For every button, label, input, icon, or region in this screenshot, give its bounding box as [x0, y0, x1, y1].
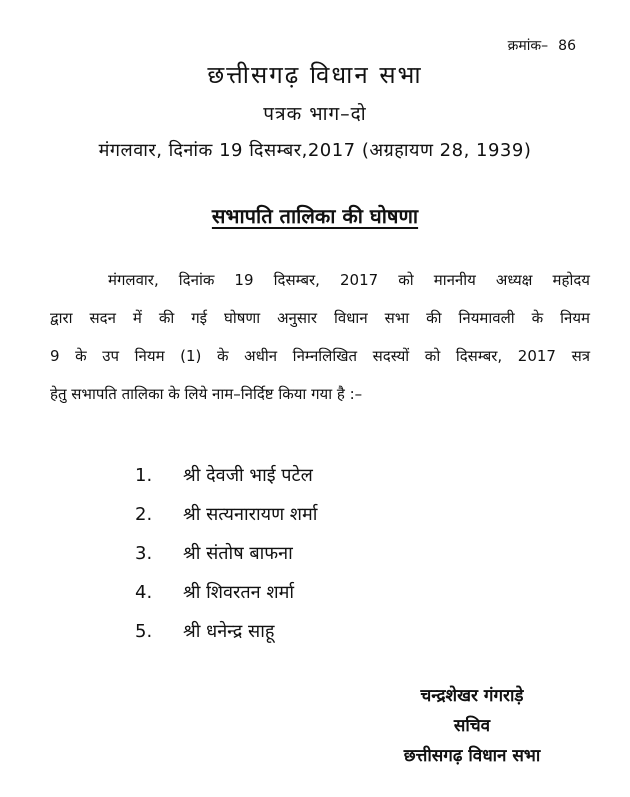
member-item [135, 618, 317, 657]
member-list [135, 462, 317, 657]
member-index: 1. [135, 465, 153, 486]
member-item [135, 579, 317, 618]
document-subtitle: पत्रक भाग–दो [263, 103, 367, 125]
serial-label: क्रमांक– [507, 38, 549, 54]
announcement-heading [0, 202, 630, 229]
member-index: 3. [135, 543, 153, 564]
serial-number [508, 36, 576, 55]
member-name: श्री संतोष बाफना [183, 543, 293, 564]
announcement-body [50, 268, 590, 420]
member-name: श्री धनेन्द्र साहू [183, 621, 275, 642]
signature-block [362, 682, 582, 772]
body-line: हेतु सभापति तालिका के लिये नाम–निर्दिष्ट किया गया है :– [50, 385, 363, 403]
body-line: द्वारा सदन में की गई घोषणा अनुसार विधान सभा की नियमावली के नियम [50, 309, 590, 327]
member-index: 5. [135, 621, 153, 642]
member-index: 2. [135, 504, 153, 525]
document-date: मंगलवार, दिनांक 19 दिसम्बर,2017 (अग्रहायण 28, 1939) [98, 140, 532, 161]
announcement-heading-text: सभापति तालिका की घोषणा [211, 204, 419, 228]
signatory-designation: सचिव [453, 716, 491, 736]
member-index: 4. [135, 582, 153, 603]
member-name: श्री सत्यनारायण शर्मा [183, 504, 318, 525]
body-line: 9 के उप नियम (1) के अधीन निम्नलिखित सदस्यों को दिसम्बर, 2017 सत्र [50, 347, 590, 365]
member-name: श्री शिवरतन शर्मा [183, 582, 295, 603]
member-name: श्री देवजी भाई पटेल [183, 465, 313, 486]
document-title: छत्तीसगढ़ विधान सभा [207, 61, 423, 89]
member-item [135, 501, 317, 540]
body-line: मंगलवार, दिनांक 19 दिसम्बर, 2017 को माननीय अध्यक्ष महोदय [108, 271, 590, 289]
member-item [135, 462, 317, 501]
signatory-organization: छत्तीसगढ़ विधान सभा [403, 746, 541, 766]
serial-value: 86 [558, 38, 576, 54]
signatory-name: चन्द्रशेखर गंगराड़े [420, 686, 524, 706]
member-item [135, 540, 317, 579]
